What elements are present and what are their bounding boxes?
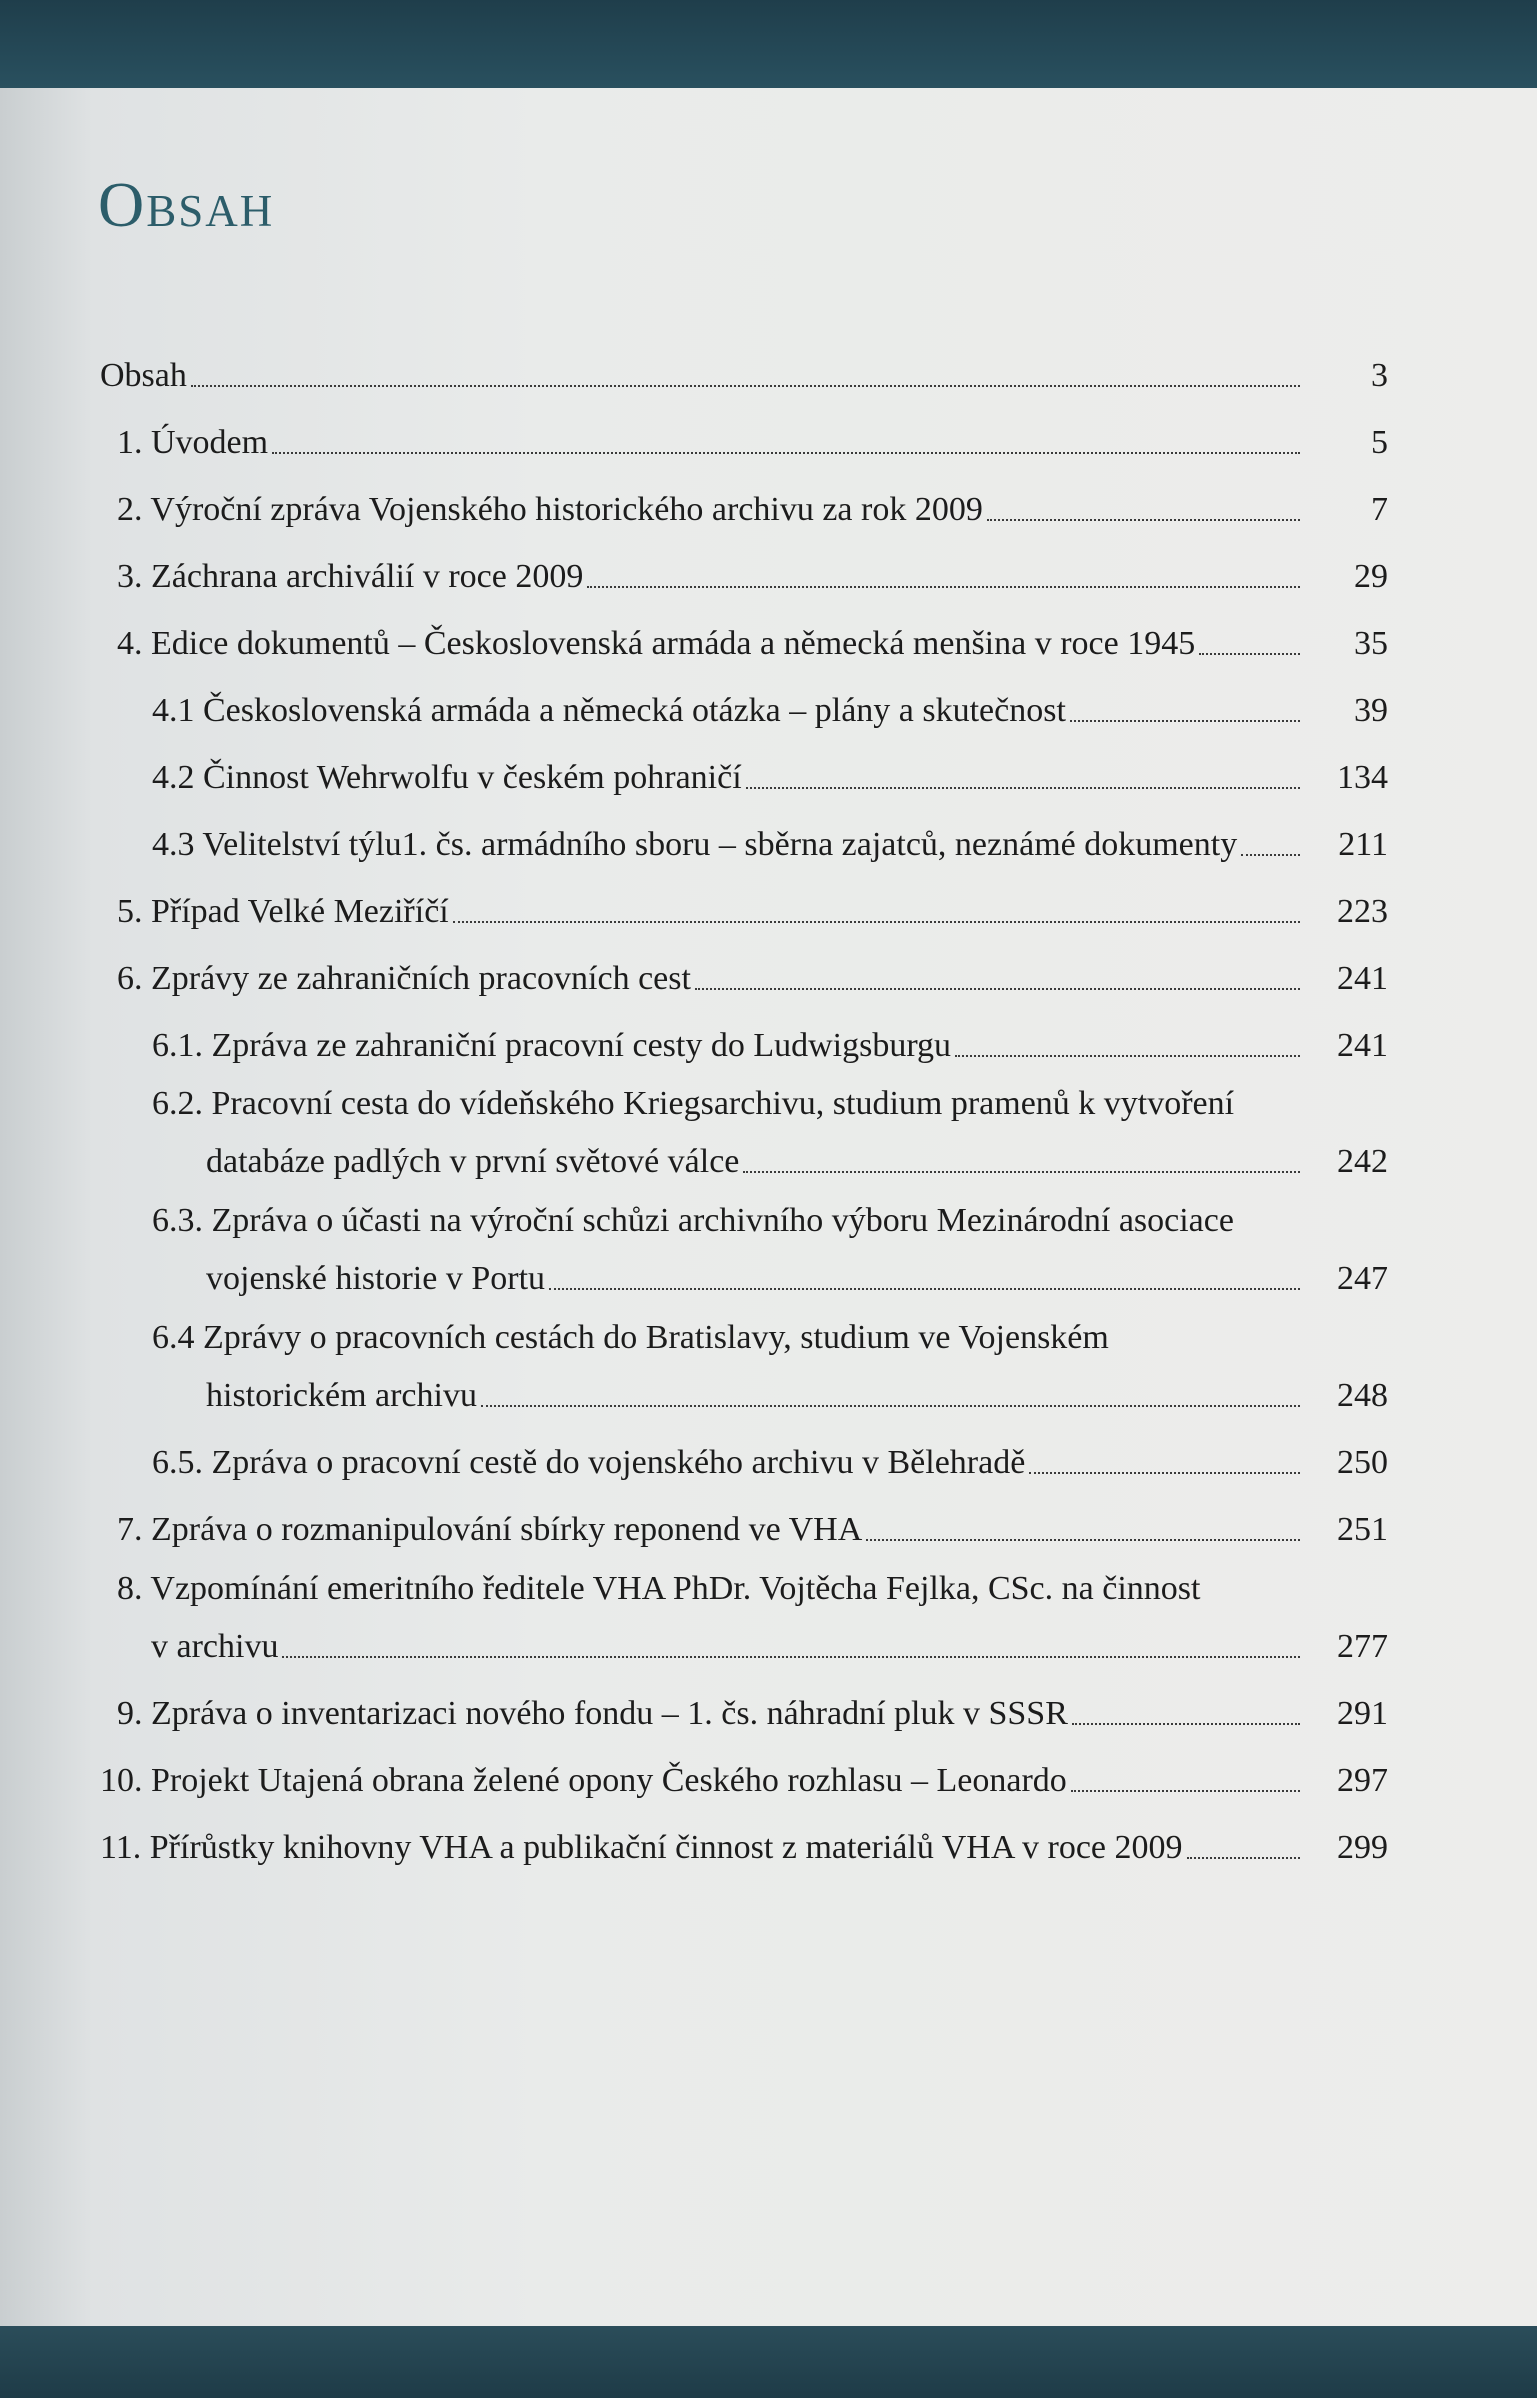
toc-entry-title: Obsah bbox=[100, 357, 187, 394]
toc-entry-title: 3. Záchrana archiválií v roce 2009 bbox=[117, 558, 584, 595]
dot-leader bbox=[743, 1171, 1300, 1173]
toc-entry-6-1 bbox=[152, 1026, 1388, 1066]
toc-page-number: 211 bbox=[1338, 826, 1388, 863]
toc-entry-6-4 bbox=[152, 1318, 1388, 1416]
toc-entry-title: 6. Zprávy ze zahraničních pracovních cest bbox=[117, 960, 691, 997]
toc-entry-6 bbox=[117, 959, 1388, 999]
toc-entry-title: 6.4 Zprávy o pracovních cestách do Bratislavy, studium ve Vojenském bbox=[152, 1319, 1109, 1356]
dot-leader bbox=[282, 1656, 1300, 1658]
toc-entry-4-1 bbox=[152, 691, 1388, 731]
dot-leader bbox=[481, 1405, 1300, 1407]
toc-entry-title: 10. Projekt Utajená obrana želené opony Českého rozhlasu – Leonardo bbox=[100, 1762, 1067, 1799]
toc-entry-title: 6.2. Pracovní cesta do vídeňského Kriegsarchivu, studium pramenů k vytvoření bbox=[152, 1085, 1235, 1122]
toc-entry-title: 6.5. Zpráva o pracovní cestě do vojenského archivu v Bělehradě bbox=[152, 1444, 1026, 1481]
toc-entry-4-2 bbox=[152, 758, 1388, 798]
toc-entry-title: 7. Zpráva o rozmanipulování sbírky reponend ve VHA bbox=[117, 1511, 863, 1548]
toc-entry-title: 4. Edice dokumentů – Československá armáda a německá menšina v roce 1945 bbox=[117, 625, 1196, 662]
toc-page-number: 297 bbox=[1337, 1762, 1388, 1799]
toc-page-number: 241 bbox=[1337, 960, 1388, 997]
toc-entry-title-continued: v archivu bbox=[151, 1628, 279, 1665]
dot-leader bbox=[453, 921, 1300, 923]
dot-leader bbox=[272, 452, 1300, 454]
toc-entry-4 bbox=[117, 624, 1388, 664]
toc-entry-title: 8. Vzpomínání emeritního ředitele VHA PhDr. Vojtěcha Fejlka, CSc. na činnost bbox=[117, 1570, 1201, 1607]
toc-entry-1 bbox=[117, 423, 1388, 463]
toc-entry-title-continued: historickém archivu bbox=[206, 1377, 477, 1414]
dot-leader bbox=[587, 586, 1300, 588]
toc-page-number: 35 bbox=[1354, 625, 1388, 662]
dot-leader bbox=[866, 1539, 1300, 1541]
dot-leader bbox=[987, 519, 1300, 521]
dot-leader bbox=[1241, 854, 1300, 856]
dot-leader bbox=[746, 787, 1300, 789]
toc-page-number: 3 bbox=[1371, 357, 1388, 394]
toc-entry-title-continued: databáze padlých v první světové válce bbox=[206, 1143, 740, 1180]
toc-entry-6-3 bbox=[152, 1201, 1388, 1299]
toc-page-number: 251 bbox=[1337, 1511, 1388, 1548]
top-color-band bbox=[0, 0, 1537, 88]
toc-entry-title: 4.1 Československá armáda a německá otázka – plány a skutečnost bbox=[152, 692, 1066, 729]
toc-page-number: 247 bbox=[1337, 1260, 1388, 1297]
toc-entry-6-5 bbox=[152, 1443, 1388, 1483]
toc-entry-9 bbox=[117, 1694, 1388, 1734]
toc-entry-contents bbox=[100, 356, 1388, 396]
toc-entry-11 bbox=[100, 1828, 1388, 1868]
toc-page-number: 7 bbox=[1371, 491, 1388, 528]
page-title: Obsah bbox=[98, 169, 275, 240]
toc-page-number: 242 bbox=[1337, 1143, 1388, 1180]
toc-entry-title: 4.2 Činnost Wehrwolfu v českém pohraničí bbox=[152, 759, 742, 796]
dot-leader bbox=[1029, 1472, 1300, 1474]
dot-leader bbox=[549, 1288, 1300, 1290]
toc-entry-4-3 bbox=[152, 825, 1388, 865]
bottom-color-band bbox=[0, 2326, 1537, 2398]
toc-page-number: 299 bbox=[1337, 1829, 1388, 1866]
toc-page-number: 29 bbox=[1354, 558, 1388, 595]
toc-entry-title: 9. Zpráva o inventarizaci nového fondu – 1. čs. náhradní pluk v SSSR bbox=[117, 1695, 1068, 1732]
toc-entry-10 bbox=[100, 1761, 1388, 1801]
dot-leader bbox=[1187, 1857, 1300, 1859]
toc-page-number: 39 bbox=[1354, 692, 1388, 729]
toc-entry-title: 6.3. Zpráva o účasti na výroční schůzi archivního výboru Mezinárodní asociace bbox=[152, 1202, 1234, 1239]
dot-leader bbox=[1072, 1723, 1300, 1725]
dot-leader bbox=[955, 1055, 1300, 1057]
dot-leader bbox=[1070, 720, 1300, 722]
toc-entry-title: 2. Výroční zpráva Vojenského historického archivu za rok 2009 bbox=[117, 491, 983, 528]
toc-entry-8 bbox=[117, 1569, 1388, 1667]
toc-entry-title: 11. Přírůstky knihovny VHA a publikační činnost z materiálů VHA v roce 2009 bbox=[100, 1829, 1183, 1866]
toc-entry-2 bbox=[117, 490, 1388, 530]
toc-entry-title: 6.1. Zpráva ze zahraniční pracovní cesty do Ludwigsburgu bbox=[152, 1027, 952, 1064]
toc-page-number: 241 bbox=[1337, 1027, 1388, 1064]
dot-leader bbox=[1199, 653, 1300, 655]
toc-page-number: 277 bbox=[1337, 1628, 1388, 1665]
toc-entry-3 bbox=[117, 557, 1388, 597]
toc-page-number: 248 bbox=[1337, 1377, 1388, 1414]
toc-entry-title: 4.3 Velitelství týlu1. čs. armádního sboru – sběrna zajatců, neznámé dokumenty bbox=[152, 826, 1238, 863]
page-sheet bbox=[0, 88, 1537, 2326]
toc-page-number: 5 bbox=[1371, 424, 1388, 461]
toc-entry-title-continued: vojenské historie v Portu bbox=[206, 1260, 546, 1297]
table-of-contents bbox=[0, 88, 1537, 2326]
toc-entry-title: 1. Úvodem bbox=[117, 424, 269, 461]
toc-page-number: 250 bbox=[1337, 1444, 1388, 1481]
dot-leader bbox=[1071, 1790, 1300, 1792]
toc-entry-5 bbox=[117, 892, 1388, 932]
toc-entry-title: 5. Případ Velké Meziříčí bbox=[117, 893, 449, 930]
toc-page-number: 223 bbox=[1337, 893, 1388, 930]
dot-leader bbox=[191, 385, 1300, 387]
toc-page-number: 291 bbox=[1337, 1695, 1388, 1732]
dot-leader bbox=[695, 988, 1300, 990]
toc-entry-6-2 bbox=[152, 1084, 1388, 1182]
toc-entry-7 bbox=[117, 1510, 1388, 1550]
toc-page-number: 134 bbox=[1337, 759, 1388, 796]
